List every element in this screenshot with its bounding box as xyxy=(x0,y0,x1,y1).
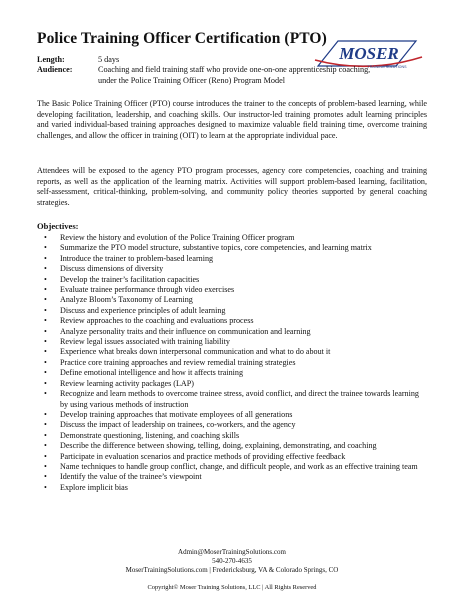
objective-text: Discuss the impact of leadership on trainees, co-workers, and the agency xyxy=(60,420,296,430)
objective-text: Experience what breaks down interpersonal communication and what to do about it xyxy=(60,347,331,357)
intro-paragraph: The Basic Police Training Officer (PTO) course introduces the trainer to the concepts of problem-based learning, while developing facilitation, leadership, and coaching skills. Our instructor-led training promotes adult learning principles and varied individual-based training approaches designed to maximize valuable field training time, overcome training challenges, and allow the officer in training (OIT) to learn at the appropriate individual pace. xyxy=(37,99,427,140)
objective-item xyxy=(44,462,422,472)
objective-item xyxy=(44,452,422,462)
objective-item xyxy=(44,410,422,420)
logo-subtext: TRAINING SOLUTIONS xyxy=(367,65,407,69)
bullet-icon: • xyxy=(44,295,47,305)
bullet-icon: • xyxy=(44,430,47,440)
length-value: 5 days xyxy=(98,55,120,64)
objective-item xyxy=(44,233,422,243)
objective-text: Review approaches to the coaching and evaluations process xyxy=(60,316,254,326)
bullet-icon: • xyxy=(44,409,47,419)
bullet-icon: • xyxy=(44,233,47,242)
bullet-icon: • xyxy=(44,305,47,315)
bullet-icon: • xyxy=(44,461,47,471)
course-meta xyxy=(37,55,378,86)
contact-web: MoserTrainingSolutions.com | Fredericksburg, VA & Colorado Springs, CO xyxy=(125,566,339,575)
bullet-icon: • xyxy=(44,326,47,336)
objective-text: Introduce the trainer to problem-based learning xyxy=(60,253,214,263)
objective-text: Discuss and experience principles of adult learning xyxy=(60,305,226,315)
objective-text: Describe the difference between showing, telling, doing, explaining, demonstrating, and coaching xyxy=(60,441,377,451)
objective-text: Recognize and learn methods to overcome trainee stress, avoid conflict, and direct the trainee towards learning by using various methods of instruction xyxy=(60,389,419,409)
objective-item xyxy=(44,243,422,253)
objective-text: Demonstrate questioning, listening, and coaching skills xyxy=(60,430,240,440)
attendees-paragraph: Attendees will be exposed to the agency PTO program processes, agency core competencies, coaching and training reports, as well as the application of the learning matrix. Activities will support problem-based learning, facilitation, self-assessment, critical-thinking, problem-solving, and community policy theories supported by general coaching strategies. xyxy=(37,166,427,207)
objective-text: Participate in evaluation scenarios and practice methods of providing effective feedback xyxy=(60,451,346,461)
objective-text: Develop the trainer’s facilitation capacities xyxy=(60,274,200,284)
bullet-icon: • xyxy=(44,264,47,274)
bullet-icon: • xyxy=(44,368,47,378)
audience-value: Coaching and field training staff who provide one-on-one apprenticeship coaching, under the Police Training Officer (Reno) Program Model xyxy=(98,65,371,85)
objective-item xyxy=(44,316,422,326)
objective-item xyxy=(44,483,422,493)
audience-row xyxy=(37,65,378,86)
objectives-list xyxy=(44,233,422,493)
copyright-notice: Copyright© Moser Training Solutions, LLC | All Rights Reserved xyxy=(147,584,317,591)
bullet-icon: • xyxy=(44,316,47,326)
objective-item xyxy=(44,337,422,347)
document-title: Police Training Officer Certification (PTO) xyxy=(37,30,327,47)
objective-text: Review the history and evolution of the Police Training Officer program xyxy=(60,233,295,242)
objective-text: Explore implicit bias xyxy=(60,482,128,492)
objective-item xyxy=(44,327,422,337)
bullet-icon: • xyxy=(44,482,47,492)
objective-item xyxy=(44,358,422,368)
objective-text: Practice core training approaches and review remedial training strategies xyxy=(60,357,296,367)
objective-text: Name techniques to handle group conflict, change, and difficult people, and work as an effective training team xyxy=(60,461,418,471)
bullet-icon: • xyxy=(44,243,47,253)
objective-item xyxy=(44,472,422,482)
bullet-icon: • xyxy=(44,378,47,388)
objective-item xyxy=(44,264,422,274)
objective-text: Define emotional intelligence and how it affects training xyxy=(60,368,244,378)
objective-item xyxy=(44,379,422,389)
objective-item xyxy=(44,275,422,285)
objective-text: Analyze personality traits and their influence on communication and learning xyxy=(60,326,311,336)
objective-item xyxy=(44,441,422,451)
objective-item xyxy=(44,420,422,430)
bullet-icon: • xyxy=(44,451,47,461)
objective-item xyxy=(44,306,422,316)
bullet-icon: • xyxy=(44,472,47,482)
objective-text: Analyze Bloom’s Taxonomy of Learning xyxy=(60,295,193,305)
bullet-icon: • xyxy=(44,347,47,357)
bullet-icon: • xyxy=(44,389,47,399)
objective-text: Review learning activity packages (LAP) xyxy=(60,378,194,388)
objective-item xyxy=(44,295,422,305)
objective-text: Summarize the PTO model structure, substantive topics, core competencies, and learning matrix xyxy=(60,243,372,253)
bullet-icon: • xyxy=(44,253,47,263)
objective-text: Discuss dimensions of diversity xyxy=(60,264,164,274)
logo-wordmark: MOSER xyxy=(339,44,399,63)
objective-text: Review legal issues associated with training liability xyxy=(60,337,230,347)
bullet-icon: • xyxy=(44,274,47,284)
bullet-icon: • xyxy=(44,441,47,451)
bullet-icon: • xyxy=(44,357,47,367)
bullet-icon: • xyxy=(44,337,47,347)
audience-label: Audience: xyxy=(37,65,73,75)
objectives-heading: Objectives: xyxy=(37,221,79,231)
objective-text: Identify the value of the trainee’s viewpoint xyxy=(60,472,202,482)
objective-item xyxy=(44,285,422,295)
bullet-icon: • xyxy=(44,420,47,430)
contact-phone: 540-270-4635 xyxy=(212,557,252,566)
objective-item xyxy=(44,431,422,441)
bullet-icon: • xyxy=(44,285,47,295)
length-label: Length: xyxy=(37,55,65,64)
objective-item xyxy=(44,368,422,378)
contact-block xyxy=(0,548,464,576)
objective-item xyxy=(44,254,422,264)
objective-text: Evaluate trainee performance through video exercises xyxy=(60,285,235,295)
length-row xyxy=(37,55,378,65)
contact-email: Admin@MoserTrainingSolutions.com xyxy=(178,548,286,556)
objective-item xyxy=(44,389,422,410)
objective-text: Develop training approaches that motivate employees of all generations xyxy=(60,409,293,419)
objective-item xyxy=(44,347,422,357)
